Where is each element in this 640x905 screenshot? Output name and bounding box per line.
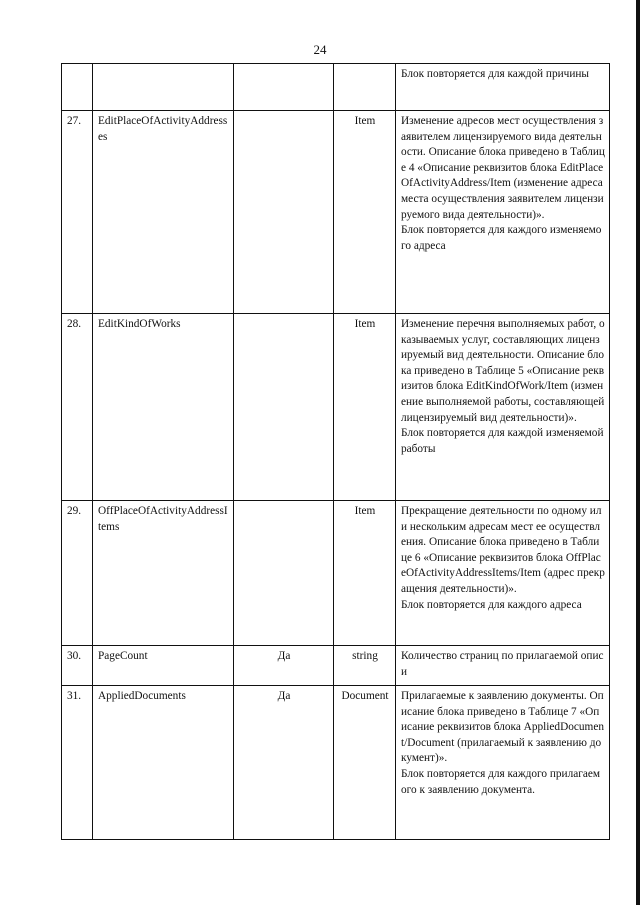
required-flag (234, 501, 334, 646)
element-description (396, 64, 610, 111)
required-flag (234, 314, 334, 501)
row-number: 30. (62, 646, 93, 686)
description-line: Изменение адресов мест осуществления заявителем лицензируемого вида деятельности. Описание блока приведено в Таблице 4 «Описание реквизитов блока EditPlaceOfActivityAddress/Item (изменение адреса места осуществления заявителем лицензируемого вида деятельности)». (401, 115, 605, 221)
required-flag: Да (234, 686, 334, 840)
description-line: Прекращение деятельности по одному или нескольким адресам мест ее осуществления. Описание блока приведено в Таблице 6 «Описание реквизитов блока OffPlaceOfActivityAddressItems/Item (адрес прекращения деятельности)». (401, 505, 605, 595)
required-flag (234, 64, 334, 111)
element-type: string (334, 646, 396, 686)
row-number: 29. (62, 501, 93, 646)
description-line: Изменение перечня выполняемых работ, оказываемых услуг, составляющих лицензируемый вид деятельности. Описание блока приведено в Таблице 5 «Описание реквизитов блока EditKindOfWork/Item (изменение выполняемой работы, составляющей лицензируемый вид деятельности)». (401, 318, 605, 424)
element-type: Item (334, 111, 396, 314)
row-number: 28. (62, 314, 93, 501)
table-row (62, 314, 610, 501)
description-line: Блок повторяется для каждого изменяемого адреса (401, 224, 602, 252)
table-row (62, 686, 610, 840)
table-body (62, 64, 610, 840)
element-name: PageCount (93, 646, 234, 686)
required-flag: Да (234, 646, 334, 686)
element-name (93, 64, 234, 111)
table-row (62, 646, 610, 686)
row-number (62, 64, 93, 111)
element-description (396, 111, 610, 314)
element-name: EditKindOfWorks (93, 314, 234, 501)
description-line: Блок повторяется для каждого прилагаемого к заявлению документа. (401, 767, 601, 796)
element-description (396, 646, 610, 686)
table-row (62, 64, 610, 111)
element-type (334, 64, 396, 111)
description-line: Количество страниц по прилагаемой описи (401, 650, 604, 678)
table-row (62, 111, 610, 314)
description-line: Блок повторяется для каждой изменяемой работы (401, 427, 604, 455)
element-type: Item (334, 501, 396, 646)
element-name: AppliedDocuments (93, 686, 234, 840)
page-number: 24 (313, 42, 327, 57)
element-description (396, 686, 610, 840)
scan-edge (636, 0, 640, 905)
row-number: 27. (62, 111, 93, 314)
description-line: Блок повторяется для каждого адреса (401, 598, 582, 611)
element-name: EditPlaceOfActivityAddresses (93, 111, 234, 314)
element-type: Document (334, 686, 396, 840)
required-flag (234, 111, 334, 314)
requisites-table (61, 63, 610, 840)
table-row (62, 501, 610, 646)
element-description (396, 501, 610, 646)
element-description (396, 314, 610, 501)
row-number: 31. (62, 686, 93, 840)
element-type: Item (334, 314, 396, 501)
description-line: Блок повторяется для каждой причины (401, 68, 589, 80)
description-line: Прилагаемые к заявлению документы. Описание блока приведено в Таблице 7 «Описание реквизитов блока AppliedDocument/Document (прилагаемый к заявлению документ)». (401, 690, 604, 765)
element-name: OffPlaceOfActivityAddressItems (93, 501, 234, 646)
